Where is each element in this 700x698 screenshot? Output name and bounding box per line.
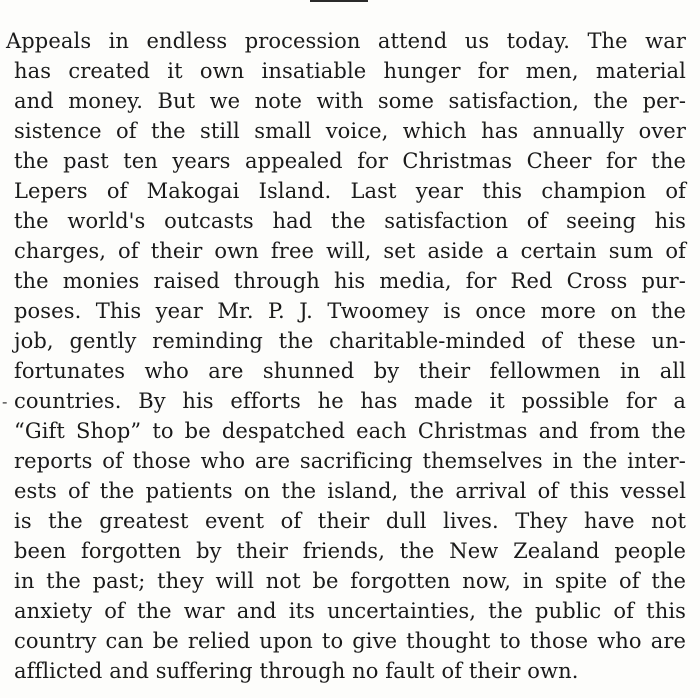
article-line-12: fortunates who are shunned by their fellowmen in all	[14, 359, 686, 383]
article-line-7: the world's outcasts had the satisfaction of seeing his	[14, 209, 686, 233]
margin-mark: -	[2, 392, 8, 411]
article-line-17: is the greatest event of their dull lives. They have not	[14, 509, 687, 533]
article-line-5: the past ten years appealed for Christmas Cheer for the	[14, 149, 686, 173]
article-line-2: has created it own insatiable hunger for men, material	[14, 59, 686, 83]
article-line-13: countries. By his efforts he has made it possible for a	[14, 389, 687, 413]
section-divider-rule	[310, 0, 368, 2]
article-line-20: anxiety of the war and its uncertainties, the public of this	[14, 599, 687, 623]
article-line-10: poses. This year Mr. P. J. Twoomey is once more on the	[14, 299, 687, 323]
article-line-9: the monies raised through his media, for Red Cross pur-	[14, 269, 686, 293]
article-line-4: sistence of the still small voice, which has annually over	[14, 119, 686, 143]
article-line-1: Appeals in endless procession attend us today. The war	[6, 29, 686, 53]
article-line-15: reports of those who are sacrificing themselves in the inter-	[14, 449, 686, 473]
article-line-14: “Gift Shop” to be despatched each Christmas and from the	[14, 419, 686, 443]
article-line-19: in the past; they will not be forgotten now, in spite of the	[14, 569, 687, 593]
article-line-3: and money. But we note with some satisfaction, the per-	[14, 89, 687, 113]
article-line-21: country can be relied upon to give thought to those who are	[14, 629, 686, 653]
article-line-16: ests of the patients on the island, the arrival of this vessel	[14, 479, 687, 503]
article-line-18: been forgotten by their friends, the New Zealand people	[14, 539, 687, 563]
article-line-22: afflicted and suffering through no fault of their own.	[14, 659, 579, 683]
article-line-6: Lepers of Makogai Island. Last year this champion of	[14, 179, 686, 203]
article-line-11: job, gently reminding the charitable-minded of these un-	[14, 329, 686, 353]
article-line-8: charges, of their own free will, set aside a certain sum of	[14, 239, 686, 263]
